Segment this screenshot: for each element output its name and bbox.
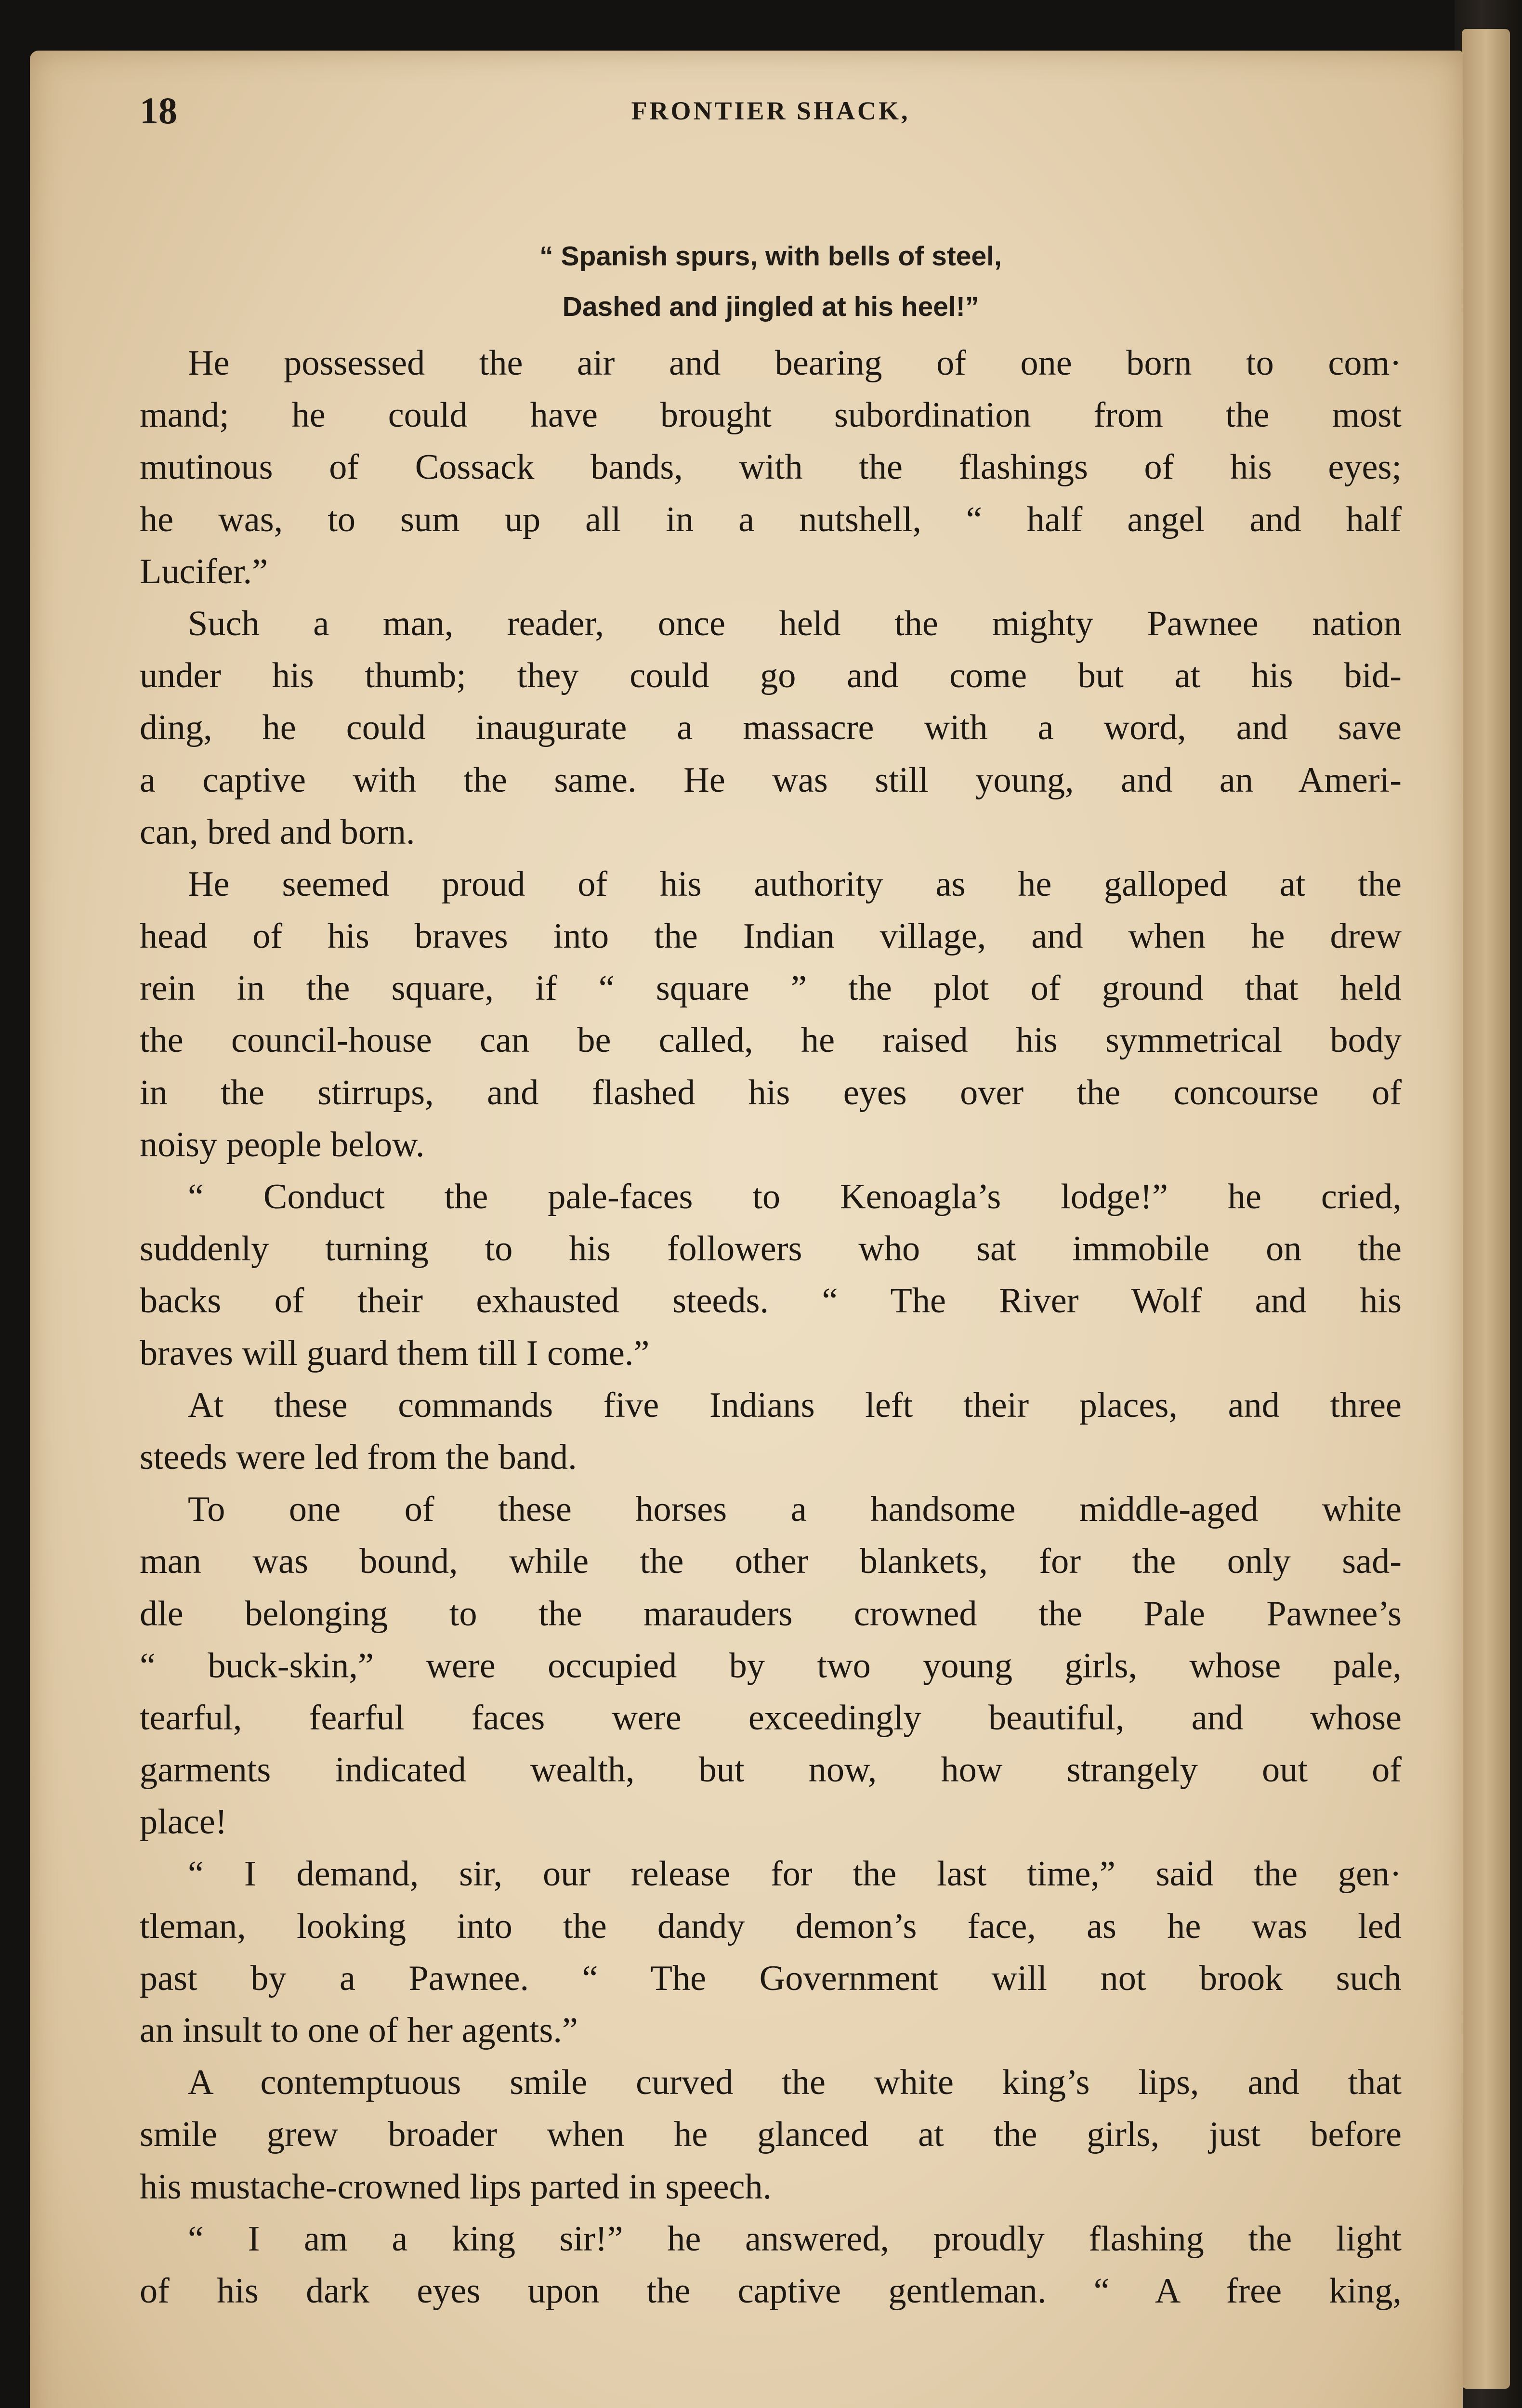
text-line: in the stirrups, and flashed his eyes over the concourse of [140,1073,1402,1112]
text-line: To one of these horses a handsome middle-aged white [188,1490,1402,1530]
text-line: he was, to sum up all in a nutshell, “ half angel and half [140,499,1402,539]
text-line: ding, he could inaugurate a massacre with a word, and save [140,708,1402,748]
text-line: “ Conduct the pale-faces to Kenoagla’s lodge!” he cried, [188,1177,1402,1217]
text-line: “ I am a king sir!” he answered, proudly flashing the light [188,2219,1402,2259]
text-line: man was bound, while the other blankets, for the only sad- [140,1542,1402,1582]
text-line: past by a Pawnee. “ The Government will not brook such [140,1958,1402,1998]
next-page-edge [1462,29,1510,2389]
text-line: He seemed proud of his authority as he galloped at the [188,864,1402,904]
text-line: backs of their exhausted steeds. “ The River Wolf and his [140,1281,1402,1321]
text-line: a captive with the same. He was still young, and an Ameri- [140,760,1402,800]
epigraph-line: Dashed and jingled at his heel!” [562,291,979,322]
body-text [140,337,1402,2317]
text-line: garments indicated wealth, but now, how strangely out of [140,1750,1402,1790]
text-line: an insult to one of her agents.” [140,2011,578,2050]
text-line: A contemptuous smile curved the white king’s lips, and that [188,2063,1402,2103]
text-line: Lucifer.” [140,551,268,591]
text-line: “ buck-skin,” were occupied by two young girls, whose pale, [140,1646,1402,1686]
text-line: steeds were led from the band. [140,1437,577,1477]
text-line: noisy people below. [140,1125,425,1165]
epigraph-line: “ Spanish spurs, with bells of steel, [539,241,1002,272]
text-line: suddenly turning to his followers who sat immobile on the [140,1229,1402,1269]
text-line: under his thumb; they could go and come but at his bid- [140,656,1402,696]
text-line: his mustache-crowned lips parted in speech. [140,2167,772,2207]
running-title: FRONTIER SHACK, [631,96,910,125]
epigraph [140,231,1402,332]
page-header [140,84,1402,137]
page-number: 18 [140,90,177,131]
text-line: smile grew broader when he glanced at the girls, just before [140,2115,1402,2155]
text-line: rein in the square, if “ square ” the plot of ground that held [140,968,1402,1008]
text-line: can, bred and born. [140,812,415,852]
text-line: At these commands five Indians left their places, and three [188,1385,1402,1425]
text-line: place! [140,1802,227,1842]
text-line: braves will guard them till I come.” [140,1333,650,1373]
text-line: tleman, looking into the dandy demon’s face, as he was led [140,1906,1402,1946]
text-line: Such a man, reader, once held the mighty Pawnee nation [188,603,1402,643]
text-line: of his dark eyes upon the captive gentleman. “ A free king, [140,2271,1402,2311]
text-line: the council-house can be called, he raised his symmetrical body [140,1021,1402,1060]
text-line: dle belonging to the marauders crowned the Pale Pawnee’s [140,1594,1402,1634]
text-line: “ I demand, sir, our release for the last time,” said the gen· [188,1854,1402,1894]
text-line: tearful, fearful faces were exceedingly beautiful, and whose [140,1698,1402,1738]
text-line: mutinous of Cossack bands, with the flashings of his eyes; [140,447,1402,487]
text-line: head of his braves into the Indian village, and when he drew [140,916,1402,956]
text-line: mand; he could have brought subordination from the most [140,395,1402,435]
text-line: He possessed the air and bearing of one born to com· [188,343,1402,383]
